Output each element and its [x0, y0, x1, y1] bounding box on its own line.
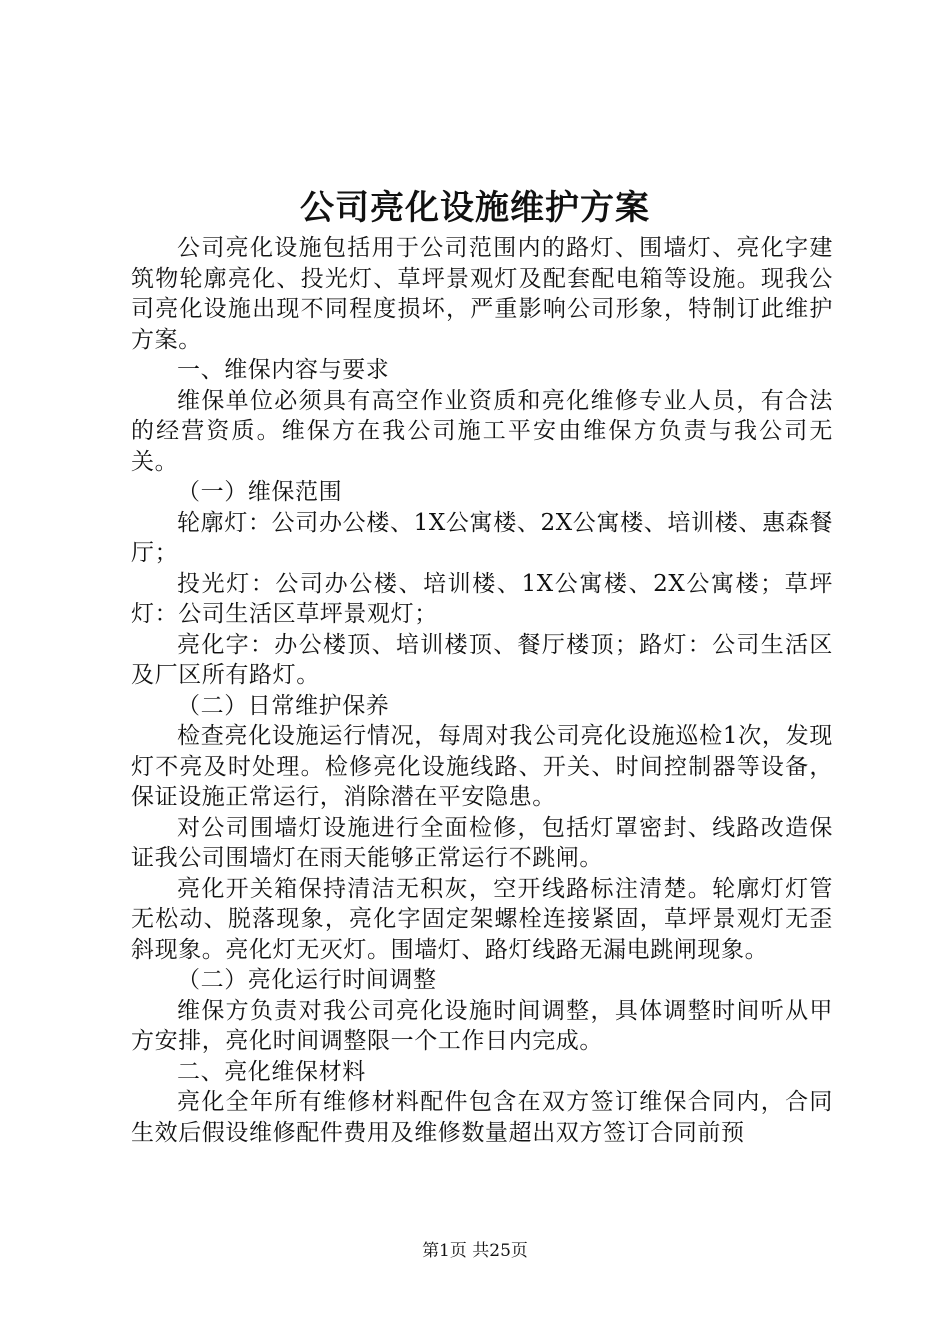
page-number-footer: 第1页 共25页 [422, 1241, 528, 1261]
subsection-heading-time-adjustment: （二）亮化运行时间调整 [177, 967, 437, 993]
paragraph-wall-lights: 对公司围墙灯设施进行全面检修，包括灯罩密封、线路改造保证我公司围墙灯在雨天能够正常运行不跳闸。 [131, 814, 833, 871]
paragraph-materials: 亮化全年所有维修材料配件包含在双方签订维保合同内，合同生效后假设维修配件费用及维修数量超出双方签订合同前预 [131, 1089, 833, 1146]
paragraph-time-adjustment: 维保方负责对我公司亮化设施时间调整，具体调整时间听从甲方安排，亮化时间调整限一个工作日内完成。 [131, 997, 833, 1054]
paragraph-inspection: 检查亮化设施运行情况，每周对我公司亮化设施巡检1次，发现灯不亮及时处理。检修亮化设施线路、开关、时间控制器等设备，保证设施正常运行，消除潜在平安隐患。 [131, 723, 833, 810]
paragraph-outline-lights: 轮廓灯：公司办公楼、1X公寓楼、2X公寓楼、培训楼、惠森餐厅； [131, 509, 833, 566]
paragraph-switch-box: 亮化开关箱保持清洁无积灰，空开线路标注清楚。轮廓灯灯管无松动、脱落现象，亮化字固定架螺栓连接紧固，草坪景观灯无歪斜现象。亮化灯无灭灯。围墙灯、路灯线路无漏电跳闸现象。 [131, 875, 833, 963]
paragraph-qualification: 维保单位必须具有高空作业资质和亮化维修专业人员，有合法的经营资质。维保方在我公司施工平安由维保方负责与我公司无关。 [131, 387, 833, 475]
section-heading-1: 一、维保内容与要求 [177, 357, 390, 383]
document-body [131, 233, 833, 1148]
document-title: 公司亮化设施维护方案 [300, 188, 650, 228]
paragraph-light-letters: 亮化字：办公楼顶、培训楼顶、餐厅楼顶；路灯：公司生活区及厂区所有路灯。 [131, 631, 833, 688]
subsection-heading-scope: （一）维保范围 [177, 479, 343, 505]
paragraph-flood-lights: 投光灯：公司办公楼、培训楼、1X公寓楼、2X公寓楼；草坪灯：公司生活区草坪景观灯； [131, 570, 833, 627]
subsection-heading-daily-maintenance: （二）日常维护保养 [177, 692, 390, 719]
paragraph-intro: 公司亮化设施包括用于公司范围内的路灯、围墙灯、亮化字建筑物轮廓亮化、投光灯、草坪景观灯及配套配电箱等设施。现我公司亮化设施出现不同程度损坏，严重影响公司形象，特制订此维护方案。 [131, 235, 833, 353]
section-heading-2: 二、亮化维保材料 [177, 1058, 366, 1085]
